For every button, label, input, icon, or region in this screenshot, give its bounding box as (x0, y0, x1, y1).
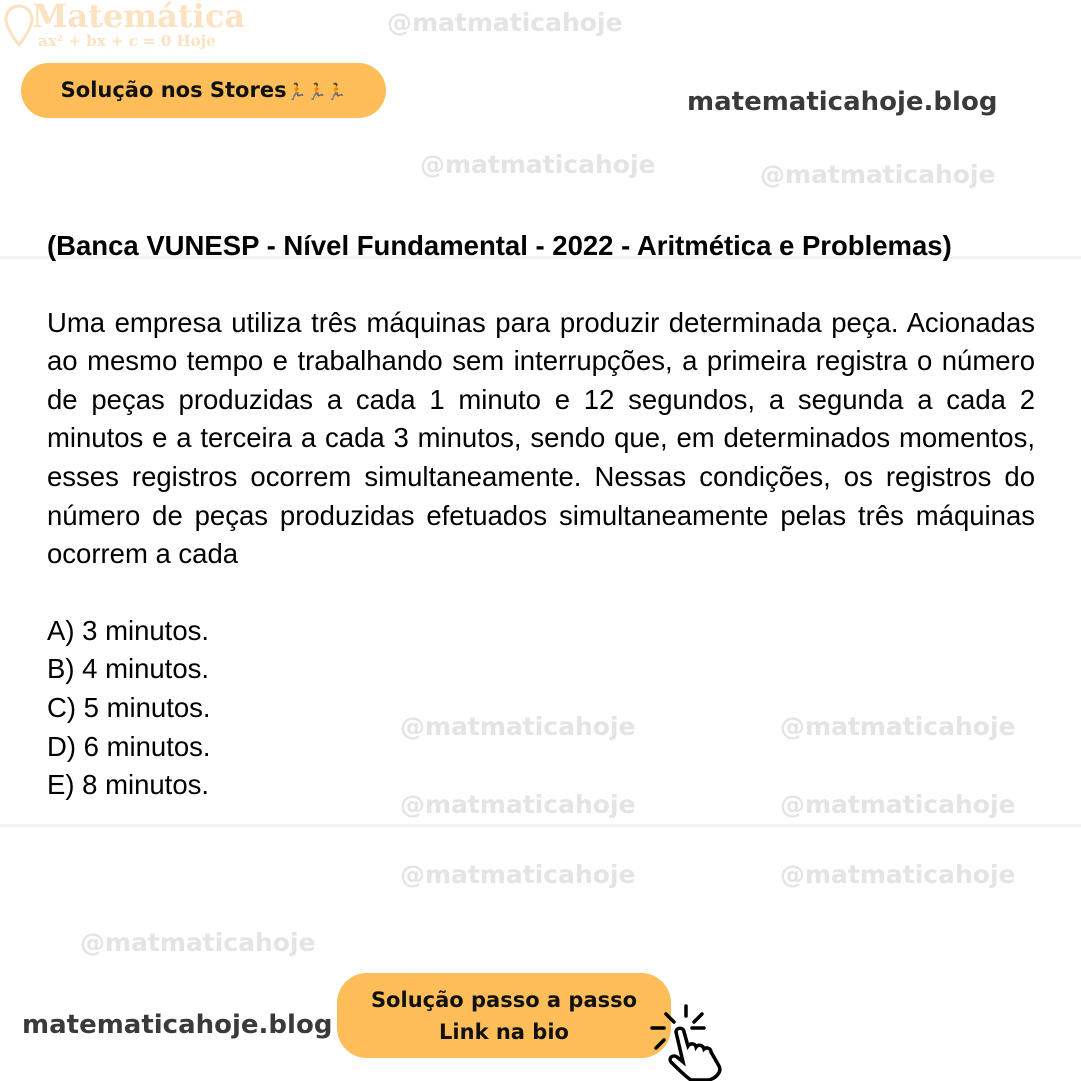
option-b[interactable]: B) 4 minutos. (47, 653, 210, 685)
logo-subtitle: ax² + bx + c = 0 Hoje (38, 32, 216, 50)
pointing-hand-click-icon (646, 1002, 728, 1081)
option-d[interactable]: D) 6 minutos. (47, 730, 211, 762)
watermark: @matmaticahoje (80, 928, 316, 957)
watermark: @matmaticahoje (780, 860, 1016, 889)
question-text: Uma empresa utiliza três máquinas para produzir determinada peça. Acionadas ao mesmo tempo e trabalhando sem interrupções, a primeira registra o número de peças produzidas a cada 1 minuto e 12 segundos, a segunda a cada 2 minutos e a terceira a cada 3 minutos, sendo que, em determinados momentos, esses registros ocorrem simultaneamente. Nessas condições, os registros do número de peças produzidas efetuados simultaneamente pelas três máquinas ocorrem a cada (47, 306, 1035, 570)
watermark: @matmaticahoje (400, 860, 636, 889)
button-label: Solução nos Stores (60, 78, 287, 102)
divider (0, 824, 1081, 827)
options-list (47, 612, 1035, 805)
watermark: @matmaticahoje (420, 150, 656, 179)
solution-stores-button[interactable] (21, 63, 386, 118)
option-e[interactable]: E) 8 minutos. (47, 769, 210, 801)
logo-title: Matemática (32, 0, 246, 35)
option-a[interactable]: A) 3 minutos. (47, 614, 210, 646)
watermark: @matmaticahoje (400, 712, 636, 741)
watermark: @matmaticahoje (387, 8, 623, 37)
site-url-top[interactable]: matematicahoje.blog (687, 87, 998, 117)
watermark: @matmaticahoje (780, 712, 1016, 741)
map-pin-icon (4, 4, 34, 48)
runner-icons: 🏃🏃🏃 (286, 82, 347, 101)
watermark: @matmaticahoje (780, 790, 1016, 819)
question-block (47, 227, 1035, 805)
question-title: (Banca VUNESP - Nível Fundamental - 2022 - Aritmética e Problemas) (47, 230, 952, 261)
site-url-bottom[interactable]: matematicahoje.blog (22, 1010, 333, 1040)
button-line2: Link na bio (439, 1020, 569, 1044)
watermark: @matmaticahoje (400, 790, 636, 819)
step-by-step-button[interactable] (337, 973, 671, 1058)
button-line1: Solução passo a passo (370, 988, 638, 1012)
option-c[interactable]: C) 5 minutos. (47, 691, 211, 723)
watermark: @matmaticahoje (760, 160, 996, 189)
